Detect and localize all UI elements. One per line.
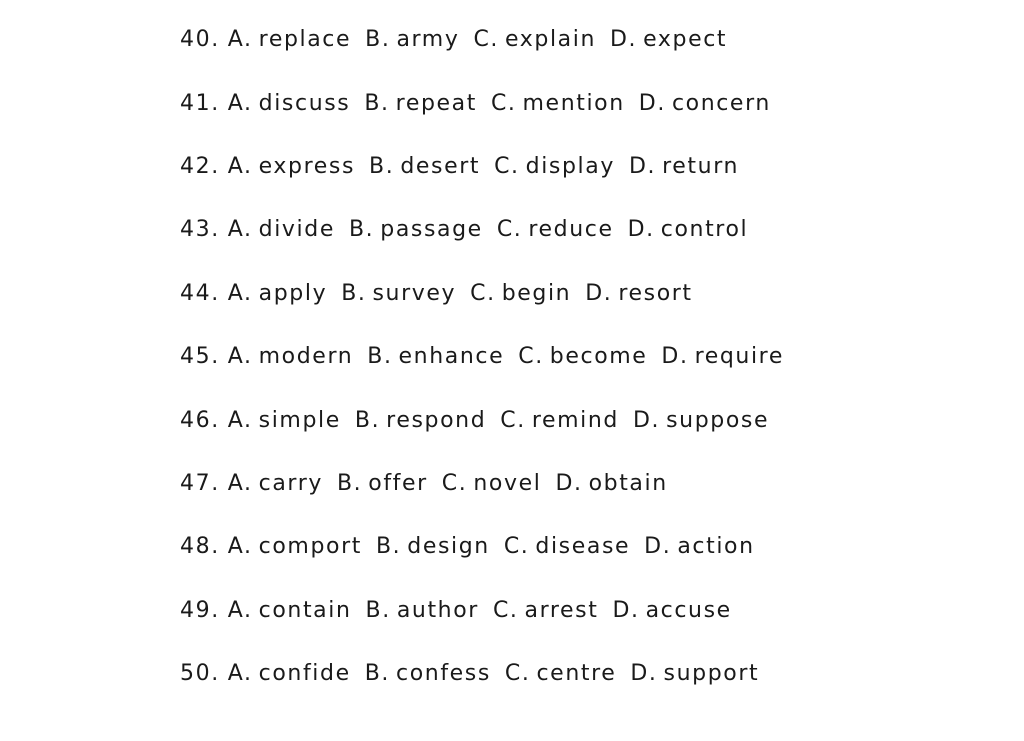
answer-option xyxy=(341,281,456,306)
answer-option xyxy=(612,598,731,623)
option-word: desert xyxy=(400,153,481,179)
option-letter: C. xyxy=(490,90,517,116)
option-word: explain xyxy=(505,27,596,53)
option-letter: A. xyxy=(227,661,253,687)
option-letter: C. xyxy=(496,217,523,243)
option-letter: A. xyxy=(227,597,253,623)
answer-option xyxy=(628,217,749,242)
answer-option xyxy=(500,408,619,433)
option-letter: B. xyxy=(367,344,393,370)
question-row xyxy=(180,579,1000,642)
question-row xyxy=(180,515,1000,578)
option-letter: D. xyxy=(638,90,666,116)
option-word: repeat xyxy=(395,90,477,116)
option-word: resort xyxy=(618,280,693,306)
answer-option xyxy=(349,217,483,242)
answer-option xyxy=(228,281,327,306)
answer-option xyxy=(228,344,353,369)
answer-option xyxy=(504,534,630,559)
answer-option xyxy=(442,471,542,496)
answer-option xyxy=(365,27,459,52)
option-letter: B. xyxy=(364,90,390,116)
option-letter: B. xyxy=(341,280,367,306)
option-letter: D. xyxy=(630,661,658,687)
option-letter: A. xyxy=(227,344,253,370)
option-letter: B. xyxy=(354,407,381,433)
question-number: 41. xyxy=(180,90,220,116)
option-letter: C. xyxy=(441,470,468,496)
answer-option xyxy=(228,471,323,496)
option-letter: C. xyxy=(473,27,500,53)
option-letter: D. xyxy=(612,597,640,623)
option-letter: D. xyxy=(585,280,613,306)
option-letter: C. xyxy=(470,280,496,306)
option-word: centre xyxy=(536,661,617,687)
option-letter: B. xyxy=(365,597,391,623)
answer-option xyxy=(470,281,571,306)
question-row xyxy=(180,71,1000,134)
option-letter: D. xyxy=(632,407,661,433)
answer-option xyxy=(355,408,486,433)
option-word: begin xyxy=(501,280,572,306)
option-word: replace xyxy=(258,27,352,53)
option-word: novel xyxy=(473,470,542,496)
question-number: 47. xyxy=(180,470,220,496)
option-word: enhance xyxy=(398,344,505,370)
option-word: simple xyxy=(258,407,341,433)
option-word: design xyxy=(407,534,490,560)
question-number: 43. xyxy=(180,217,220,243)
question-row xyxy=(180,452,1000,515)
option-letter: B. xyxy=(369,153,395,179)
option-letter: A. xyxy=(227,27,253,53)
option-word: confess xyxy=(396,661,491,687)
question-row xyxy=(180,262,1000,325)
question-row xyxy=(180,8,1000,71)
option-word: carry xyxy=(258,470,323,496)
option-letter: A. xyxy=(227,534,253,560)
option-letter: D. xyxy=(644,534,672,560)
option-word: passage xyxy=(380,217,483,243)
answer-option xyxy=(610,27,727,52)
question-list xyxy=(180,8,1000,705)
question-number: 44. xyxy=(180,280,220,306)
option-word: contain xyxy=(258,597,352,623)
question-number: 48. xyxy=(180,534,220,560)
option-word: display xyxy=(525,153,615,179)
question-row xyxy=(180,135,1000,198)
question-number: 45. xyxy=(180,344,220,370)
option-letter: C. xyxy=(492,597,519,623)
option-letter: D. xyxy=(628,153,657,179)
answer-option xyxy=(493,598,599,623)
answer-option xyxy=(228,217,335,242)
answer-option xyxy=(585,281,692,306)
option-word: army xyxy=(396,27,460,53)
option-letter: D. xyxy=(610,27,638,53)
option-word: become xyxy=(549,344,648,370)
option-word: control xyxy=(660,217,749,243)
option-letter: A. xyxy=(227,280,253,306)
answer-option xyxy=(629,154,739,179)
question-row xyxy=(180,388,1000,451)
answer-option xyxy=(337,471,428,496)
option-word: suppose xyxy=(666,407,770,433)
option-word: express xyxy=(258,153,356,179)
answer-option xyxy=(376,534,490,559)
option-word: expect xyxy=(643,27,728,53)
option-word: author xyxy=(396,597,479,623)
answer-option xyxy=(555,471,667,496)
option-letter: C. xyxy=(500,407,526,433)
answer-option xyxy=(644,534,754,559)
answer-option xyxy=(228,154,355,179)
option-letter: A. xyxy=(227,217,253,243)
option-word: respond xyxy=(386,407,487,433)
question-row xyxy=(180,198,1000,261)
answer-option xyxy=(228,91,351,116)
option-letter: D. xyxy=(661,344,689,370)
answer-option xyxy=(491,91,625,116)
option-word: return xyxy=(662,153,739,179)
question-number: 49. xyxy=(180,597,220,623)
answer-option xyxy=(518,344,647,369)
answer-option xyxy=(228,408,341,433)
option-letter: B. xyxy=(364,661,391,687)
option-word: reduce xyxy=(528,217,614,243)
answer-option xyxy=(505,661,616,686)
option-letter: B. xyxy=(336,470,363,496)
option-letter: A. xyxy=(227,470,253,496)
option-word: accuse xyxy=(645,597,732,623)
option-word: divide xyxy=(258,217,335,243)
option-word: modern xyxy=(258,344,354,370)
option-letter: B. xyxy=(348,217,375,243)
answer-option xyxy=(494,154,615,179)
answer-option xyxy=(497,217,614,242)
option-word: action xyxy=(677,534,755,560)
question-row xyxy=(180,325,1000,388)
option-word: require xyxy=(694,344,784,370)
option-word: arrest xyxy=(524,597,599,623)
option-letter: C. xyxy=(504,661,531,687)
option-letter: A. xyxy=(227,153,253,179)
answer-option xyxy=(639,91,771,116)
option-letter: D. xyxy=(627,217,655,243)
option-letter: A. xyxy=(227,407,253,433)
option-letter: C. xyxy=(503,534,530,560)
option-word: mention xyxy=(522,90,625,116)
question-number: 40. xyxy=(180,27,220,53)
answer-option xyxy=(369,154,480,179)
option-letter: B. xyxy=(365,27,391,53)
option-letter: D. xyxy=(555,470,583,496)
option-word: apply xyxy=(258,280,328,306)
question-number: 50. xyxy=(180,661,220,687)
option-word: remind xyxy=(531,407,619,433)
option-letter: C. xyxy=(494,153,520,179)
question-row xyxy=(180,642,1000,705)
answer-option xyxy=(366,598,479,623)
answer-option xyxy=(473,27,596,52)
option-word: offer xyxy=(368,470,428,496)
option-word: support xyxy=(663,661,760,687)
answer-option xyxy=(367,344,504,369)
option-word: obtain xyxy=(588,470,668,496)
question-number: 42. xyxy=(180,153,220,179)
answer-option xyxy=(630,661,759,686)
option-word: concern xyxy=(671,90,771,116)
answer-option xyxy=(228,598,352,623)
option-word: comport xyxy=(258,534,362,560)
answer-option xyxy=(364,91,477,116)
option-letter: A. xyxy=(227,90,253,116)
option-letter: B. xyxy=(375,534,402,560)
option-word: confide xyxy=(258,661,351,687)
answer-option xyxy=(228,27,351,52)
answer-option xyxy=(633,408,769,433)
answer-option xyxy=(661,344,784,369)
answer-option xyxy=(228,534,362,559)
option-word: survey xyxy=(372,280,457,306)
option-word: disease xyxy=(535,534,631,560)
answer-option xyxy=(365,661,491,686)
answer-option xyxy=(228,661,351,686)
option-letter: C. xyxy=(518,344,544,370)
question-number: 46. xyxy=(180,407,220,433)
option-word: discuss xyxy=(258,90,351,116)
